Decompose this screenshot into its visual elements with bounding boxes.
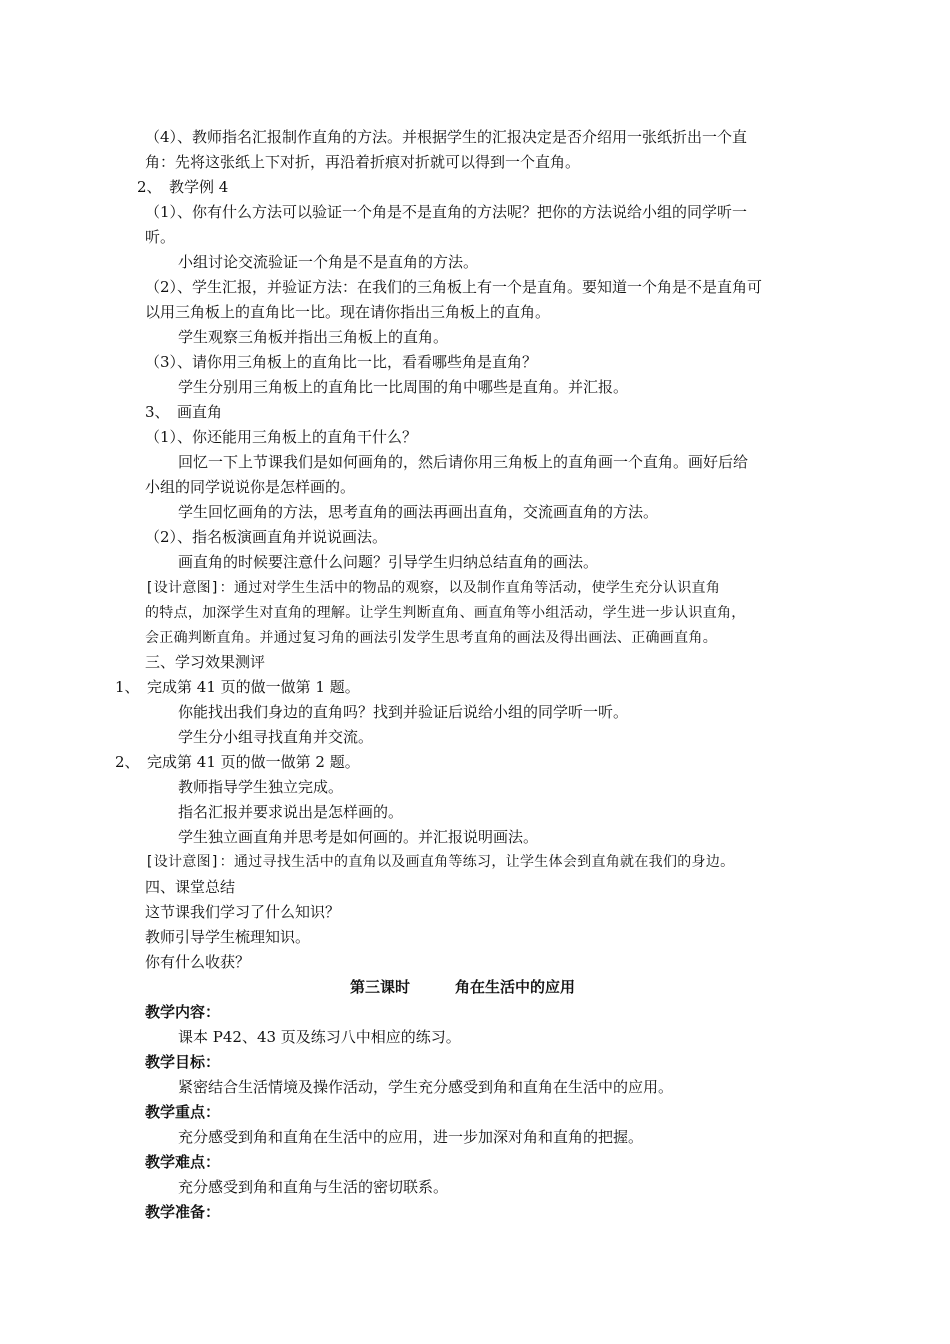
design-intent-line: [设计意图]：通过寻找生活中的直角以及画直角等练习，让学生体会到直角就在我们的身边。 xyxy=(145,854,735,870)
section-heading: 2、 教学例 4 xyxy=(137,178,229,196)
text-line: 你能找出我们身边的直角吗？找到并验证后说给小组的同学听一听。 xyxy=(178,703,629,721)
text-line: （1）、你有什么方法可以验证一个角是不是直角的方法呢？把你的方法说给小组的同学听一 xyxy=(145,203,748,221)
text-line: （4）、教师指名汇报制作直角的方法。并根据学生的汇报决定是否介绍用一张纸折出一个直 xyxy=(145,128,748,146)
text-line: 学生分小组寻找直角并交流。 xyxy=(178,728,374,746)
label-heading: 教学内容： xyxy=(145,1003,221,1021)
text-line: （2）、学生汇报，并验证方法：在我们的三角板上有一个是直角。要知道一个角是不是直角可 xyxy=(145,278,763,296)
text-line: （2）、指名板演画直角并说说画法。 xyxy=(145,528,388,546)
list-item: 2、 完成第 41 页的做一做第 2 题。 xyxy=(115,753,360,771)
text-line: 充分感受到角和直角与生活的密切联系。 xyxy=(178,1178,449,1196)
text-line: 学生回忆画角的方法，思考直角的画法再画出直角，交流画直角的方法。 xyxy=(178,503,659,521)
text-line: 教师指导学生独立完成。 xyxy=(178,778,344,796)
text-line: 这节课我们学习了什么知识？ xyxy=(145,903,341,921)
text-line: 以用三角板上的直角比一比。现在请你指出三角板上的直角。 xyxy=(145,303,551,321)
section-heading: 四、课堂总结 xyxy=(145,878,236,896)
section-heading: 三、学习效果测评 xyxy=(145,653,266,671)
text-line: 充分感受到角和直角在生活中的应用，进一步加深对角和直角的把握。 xyxy=(178,1128,644,1146)
text-line: 教师引导学生梳理知识。 xyxy=(145,928,311,946)
label-heading: 教学目标： xyxy=(145,1053,221,1071)
text-line: 学生观察三角板并指出三角板上的直角。 xyxy=(178,328,449,346)
text-line: （3）、请你用三角板上的直角比一比，看看哪些角是直角？ xyxy=(145,353,538,371)
text-line: 小组讨论交流验证一个角是不是直角的方法。 xyxy=(178,253,479,271)
text-line: 回忆一下上节课我们是如何画角的，然后请你用三角板上的直角画一个直角。画好后给 xyxy=(178,453,749,471)
text-line: 画直角的时候要注意什么问题？引导学生归纳总结直角的画法。 xyxy=(178,553,599,571)
design-intent-line: 的特点，加深学生对直角的理解。让学生判断直角、画直角等小组活动，学生进一步认识直角， xyxy=(145,605,746,621)
label-heading: 教学重点： xyxy=(145,1103,221,1121)
text-line: 学生独立画直角并思考是如何画的。并汇报说明画法。 xyxy=(178,828,539,846)
text-line: 指名汇报并要求说出是怎样画的。 xyxy=(178,803,404,821)
design-intent-line: 会正确判断直角。并通过复习角的画法引发学生思考直角的画法及得出画法、正确画直角。 xyxy=(145,630,717,646)
text-line: 角：先将这张纸上下对折，再沿着折痕对折就可以得到一个直角。 xyxy=(145,153,581,171)
design-intent-line: [设计意图]：通过对学生生活中的物品的观察，以及制作直角等活动，使学生充分认识直角 xyxy=(145,580,721,596)
section-heading: 3、 画直角 xyxy=(145,403,223,421)
text-line: 小组的同学说说你是怎样画的。 xyxy=(145,478,356,496)
label-heading: 教学难点： xyxy=(145,1153,221,1171)
text-line: 学生分别用三角板上的直角比一比周围的角中哪些是直角。并汇报。 xyxy=(178,378,629,396)
text-line: 课本 P42、43 页及练习八中相应的练习。 xyxy=(178,1028,461,1046)
text-line: （1）、你还能用三角板上的直角干什么？ xyxy=(145,428,418,446)
text-line: 听。 xyxy=(145,228,176,246)
list-item: 1、 完成第 41 页的做一做第 1 题。 xyxy=(115,678,360,696)
label-heading: 教学准备： xyxy=(145,1203,221,1221)
text-line: 你有什么收获？ xyxy=(145,953,251,971)
lesson-title: 第三课时 角在生活中的应用 xyxy=(350,978,576,996)
text-line: 紧密结合生活情境及操作活动，学生充分感受到角和直角在生活中的应用。 xyxy=(178,1078,674,1096)
